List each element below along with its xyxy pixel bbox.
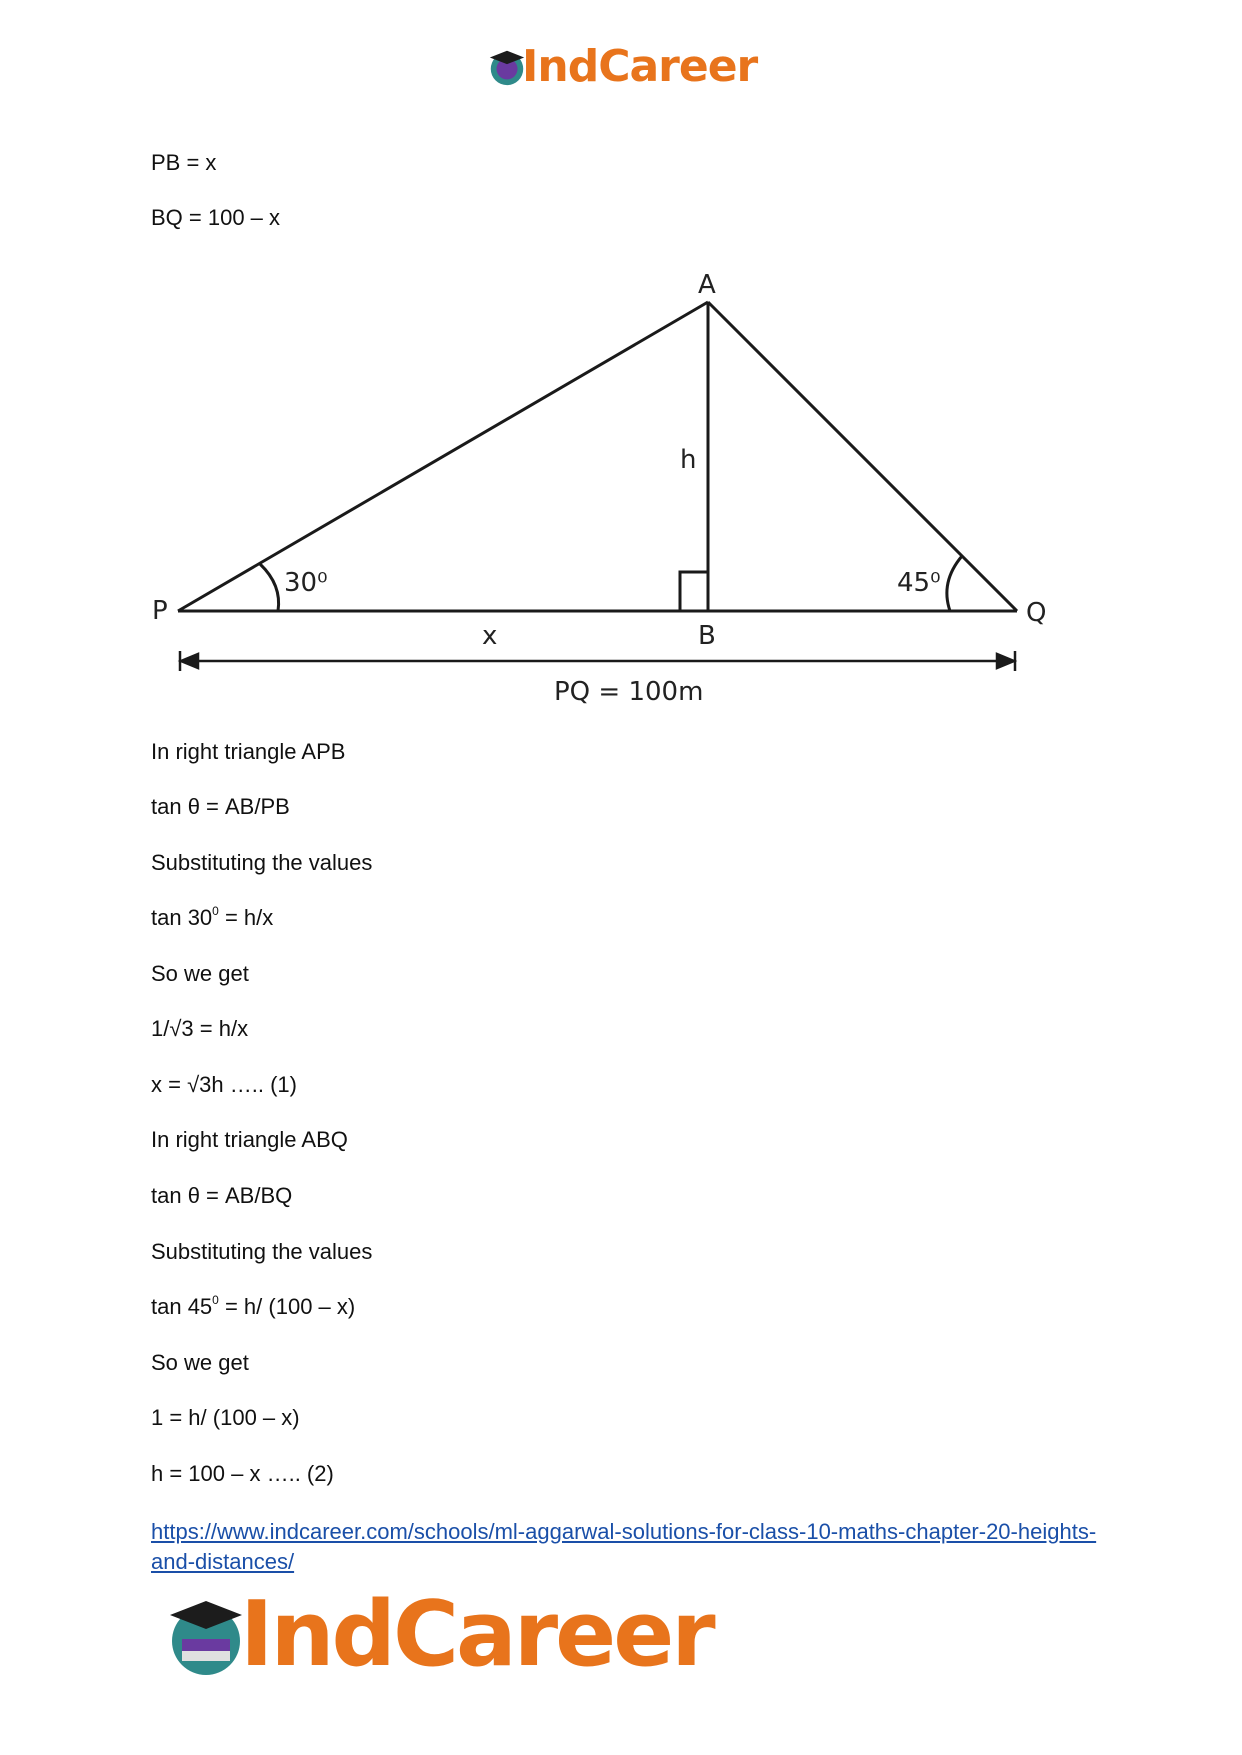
step-line: tan θ = AB/PB [151, 794, 290, 819]
side-aq [708, 302, 1017, 611]
label-x: x [482, 621, 498, 651]
label-q: Q [1026, 598, 1047, 628]
step-line: So we get [151, 961, 249, 986]
label-angle-p: 30⁰ [284, 568, 328, 598]
label-angle-q: 45⁰ [897, 568, 941, 598]
given-line: PB = x [151, 150, 217, 175]
label-pq-length: PQ = 100m [554, 677, 704, 707]
step-line: tan θ = AB/BQ [151, 1183, 293, 1208]
arrow-right-icon [997, 654, 1014, 668]
source-link[interactable]: https://www.indcareer.com/schools/ml-aggarwal-solutions-for-class-10-maths-chapter-20-heights-and-distances/ [151, 1519, 1097, 1574]
label-h: h [680, 445, 697, 475]
step-line: 1 = h/ (100 – x) [151, 1405, 300, 1430]
logo-text: IndCareer [240, 1582, 713, 1687]
step-line: $\tan 30^0 = h/x$ [151, 904, 274, 930]
label-a: A [698, 270, 716, 300]
angle-arc-q [947, 556, 962, 611]
step-line: Substituting the values [151, 1239, 373, 1264]
angle-arc-p [260, 564, 279, 611]
step-line: 1/√3 = h/x [151, 1016, 249, 1041]
step-line: $\tan 45^0 = h/$ (100 – x) [151, 1293, 356, 1319]
header-logo [486, 40, 766, 94]
logo-text: IndCareer [522, 41, 758, 92]
arrow-left-icon [181, 654, 198, 668]
label-p: P [152, 596, 168, 626]
step-line: So we get [151, 1350, 249, 1375]
triangle-diagram [0, 0, 1242, 720]
footer-logo [162, 1582, 722, 1687]
side-pa [178, 302, 708, 611]
label-b: B [698, 621, 716, 651]
given-line: BQ = 100 – x [151, 205, 281, 230]
step-line: In right triangle APB [151, 739, 346, 764]
right-angle-mark [680, 572, 708, 611]
step-line: Substituting the values [151, 850, 373, 875]
step-line: x = √3h ….. (1) [151, 1072, 297, 1097]
step-line: h = 100 – x ….. (2) [151, 1461, 334, 1486]
graduation-globe-icon [162, 1591, 250, 1679]
step-line: In right triangle ABQ [151, 1127, 348, 1152]
